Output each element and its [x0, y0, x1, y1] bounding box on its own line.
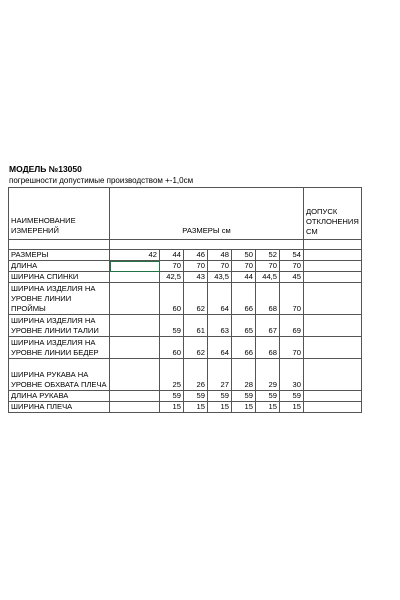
tolerance-cell[interactable]	[304, 272, 362, 283]
size-value-cell[interactable]: 65	[232, 315, 256, 337]
size-spec-table	[8, 187, 362, 413]
tolerance-cell[interactable]	[304, 402, 362, 413]
size-value-cell[interactable]: 64	[208, 283, 232, 315]
size-value-cell[interactable]: 54	[280, 250, 304, 261]
size-value-cell[interactable]: 44,5	[256, 272, 280, 283]
size-value-cell[interactable]: 15	[280, 402, 304, 413]
measurement-name-cell[interactable]: ШИРИНА СПИНКИ	[9, 272, 110, 283]
size-value-cell[interactable]: 66	[232, 337, 256, 359]
size-value-cell[interactable]: 66	[232, 283, 256, 315]
header-name-label: НАИМЕНОВАНИЕ ИЗМЕРЕНИЙ	[11, 216, 76, 235]
measurement-name-cell[interactable]: РАЗМЕРЫ	[9, 250, 110, 261]
size-value-cell[interactable]	[110, 315, 160, 337]
header-tolerance-label: ДОПУСК ОТКЛОНЕНИЯ СМ	[306, 207, 359, 236]
size-value-cell[interactable]: 62	[184, 337, 208, 359]
size-value-cell[interactable]: 70	[280, 337, 304, 359]
size-value-cell[interactable]: 59	[280, 391, 304, 402]
measurement-name-cell[interactable]: ДЛИНА	[9, 261, 110, 272]
header-tolerance-cell[interactable]	[304, 188, 362, 240]
tolerance-cell[interactable]	[304, 283, 362, 315]
size-value-cell[interactable]: 46	[184, 250, 208, 261]
size-value-cell[interactable]: 30	[280, 359, 304, 391]
size-value-cell[interactable]: 15	[160, 402, 184, 413]
tolerance-cell[interactable]	[304, 315, 362, 337]
size-value-cell[interactable]: 68	[256, 283, 280, 315]
measurement-name-cell[interactable]: ШИРИНА ИЗДЕЛИЯ НА УРОВНЕ ЛИНИИ БЕДЕР	[9, 337, 110, 359]
tolerance-note: погрешности допустимые производством +-1,0см	[9, 176, 194, 185]
tolerance-cell[interactable]	[304, 261, 362, 272]
measurement-name-cell[interactable]: ШИРИНА РУКАВА НА УРОВНЕ ОБХВАТА ПЛЕЧА	[9, 359, 110, 391]
tolerance-cell[interactable]	[304, 250, 362, 261]
size-value-cell[interactable]: 70	[232, 261, 256, 272]
table-row	[9, 337, 362, 359]
table-row	[9, 402, 362, 413]
model-title: МОДЕЛЬ №13050	[9, 164, 82, 174]
tolerance-cell[interactable]	[304, 391, 362, 402]
size-value-cell[interactable]: 62	[184, 283, 208, 315]
size-value-cell[interactable]: 42,5	[160, 272, 184, 283]
size-value-cell[interactable]: 63	[208, 315, 232, 337]
size-value-cell[interactable]	[110, 283, 160, 315]
size-value-cell[interactable]: 48	[208, 250, 232, 261]
spacer-cell[interactable]	[110, 240, 304, 250]
size-value-cell[interactable]: 44	[160, 250, 184, 261]
size-value-cell[interactable]: 70	[280, 261, 304, 272]
size-value-cell[interactable]	[110, 402, 160, 413]
size-value-cell[interactable]: 64	[208, 337, 232, 359]
size-value-cell[interactable]: 50	[232, 250, 256, 261]
size-value-cell[interactable]: 43,5	[208, 272, 232, 283]
size-value-cell[interactable]: 60	[160, 337, 184, 359]
size-value-cell[interactable]: 61	[184, 315, 208, 337]
table-row	[9, 391, 362, 402]
size-value-cell[interactable]	[110, 359, 160, 391]
size-value-cell[interactable]: 59	[160, 315, 184, 337]
tolerance-cell[interactable]	[304, 359, 362, 391]
size-value-cell[interactable]: 15	[208, 402, 232, 413]
measurement-name-cell[interactable]: ШИРИНА ПЛЕЧА	[9, 402, 110, 413]
size-value-cell[interactable]: 15	[256, 402, 280, 413]
size-value-cell[interactable]: 70	[184, 261, 208, 272]
size-value-cell[interactable]	[110, 261, 160, 272]
size-value-cell[interactable]: 27	[208, 359, 232, 391]
size-value-cell[interactable]: 28	[232, 359, 256, 391]
size-value-cell[interactable]: 70	[256, 261, 280, 272]
header-row	[9, 188, 362, 240]
measurement-name-cell[interactable]: ШИРИНА ИЗДЕЛИЯ НА УРОВНЕ ЛИНИИ ТАЛИИ	[9, 315, 110, 337]
spacer-row	[9, 240, 362, 250]
size-value-cell[interactable]: 43	[184, 272, 208, 283]
size-value-cell[interactable]	[110, 272, 160, 283]
table-row	[9, 250, 362, 261]
size-value-cell[interactable]: 52	[256, 250, 280, 261]
size-value-cell[interactable]: 26	[184, 359, 208, 391]
size-value-cell[interactable]: 59	[256, 391, 280, 402]
size-value-cell[interactable]	[110, 391, 160, 402]
size-value-cell[interactable]: 44	[232, 272, 256, 283]
size-value-cell[interactable]: 69	[280, 315, 304, 337]
size-value-cell[interactable]: 15	[232, 402, 256, 413]
table-row	[9, 261, 362, 272]
header-name-cell[interactable]	[9, 188, 110, 240]
size-value-cell[interactable]: 59	[208, 391, 232, 402]
table-row	[9, 283, 362, 315]
size-value-cell[interactable]: 15	[184, 402, 208, 413]
size-value-cell[interactable]: 25	[160, 359, 184, 391]
size-value-cell[interactable]: 70	[160, 261, 184, 272]
size-value-cell[interactable]: 70	[208, 261, 232, 272]
size-value-cell[interactable]: 70	[280, 283, 304, 315]
header-sizes-cell[interactable]	[110, 188, 304, 240]
size-value-cell[interactable]: 68	[256, 337, 280, 359]
header-sizes-label: РАЗМЕРЫ см	[182, 226, 231, 235]
size-value-cell[interactable]: 45	[280, 272, 304, 283]
size-value-cell[interactable]	[110, 337, 160, 359]
size-value-cell[interactable]: 59	[232, 391, 256, 402]
table-row	[9, 272, 362, 283]
size-value-cell[interactable]: 67	[256, 315, 280, 337]
size-value-cell[interactable]: 59	[160, 391, 184, 402]
spacer-cell[interactable]	[9, 240, 110, 250]
size-value-cell[interactable]: 42	[110, 250, 160, 261]
size-value-cell[interactable]: 59	[184, 391, 208, 402]
measurement-name-cell[interactable]: ДЛИНА РУКАВА	[9, 391, 110, 402]
size-value-cell[interactable]: 60	[160, 283, 184, 315]
table-row	[9, 315, 362, 337]
table-row	[9, 359, 362, 391]
measurement-name-cell[interactable]: ШИРИНА ИЗДЕЛИЯ НА УРОВНЕ ЛИНИИ ПРОЙМЫ	[9, 283, 110, 315]
tolerance-cell[interactable]	[304, 337, 362, 359]
spacer-cell[interactable]	[304, 240, 362, 250]
size-value-cell[interactable]: 29	[256, 359, 280, 391]
